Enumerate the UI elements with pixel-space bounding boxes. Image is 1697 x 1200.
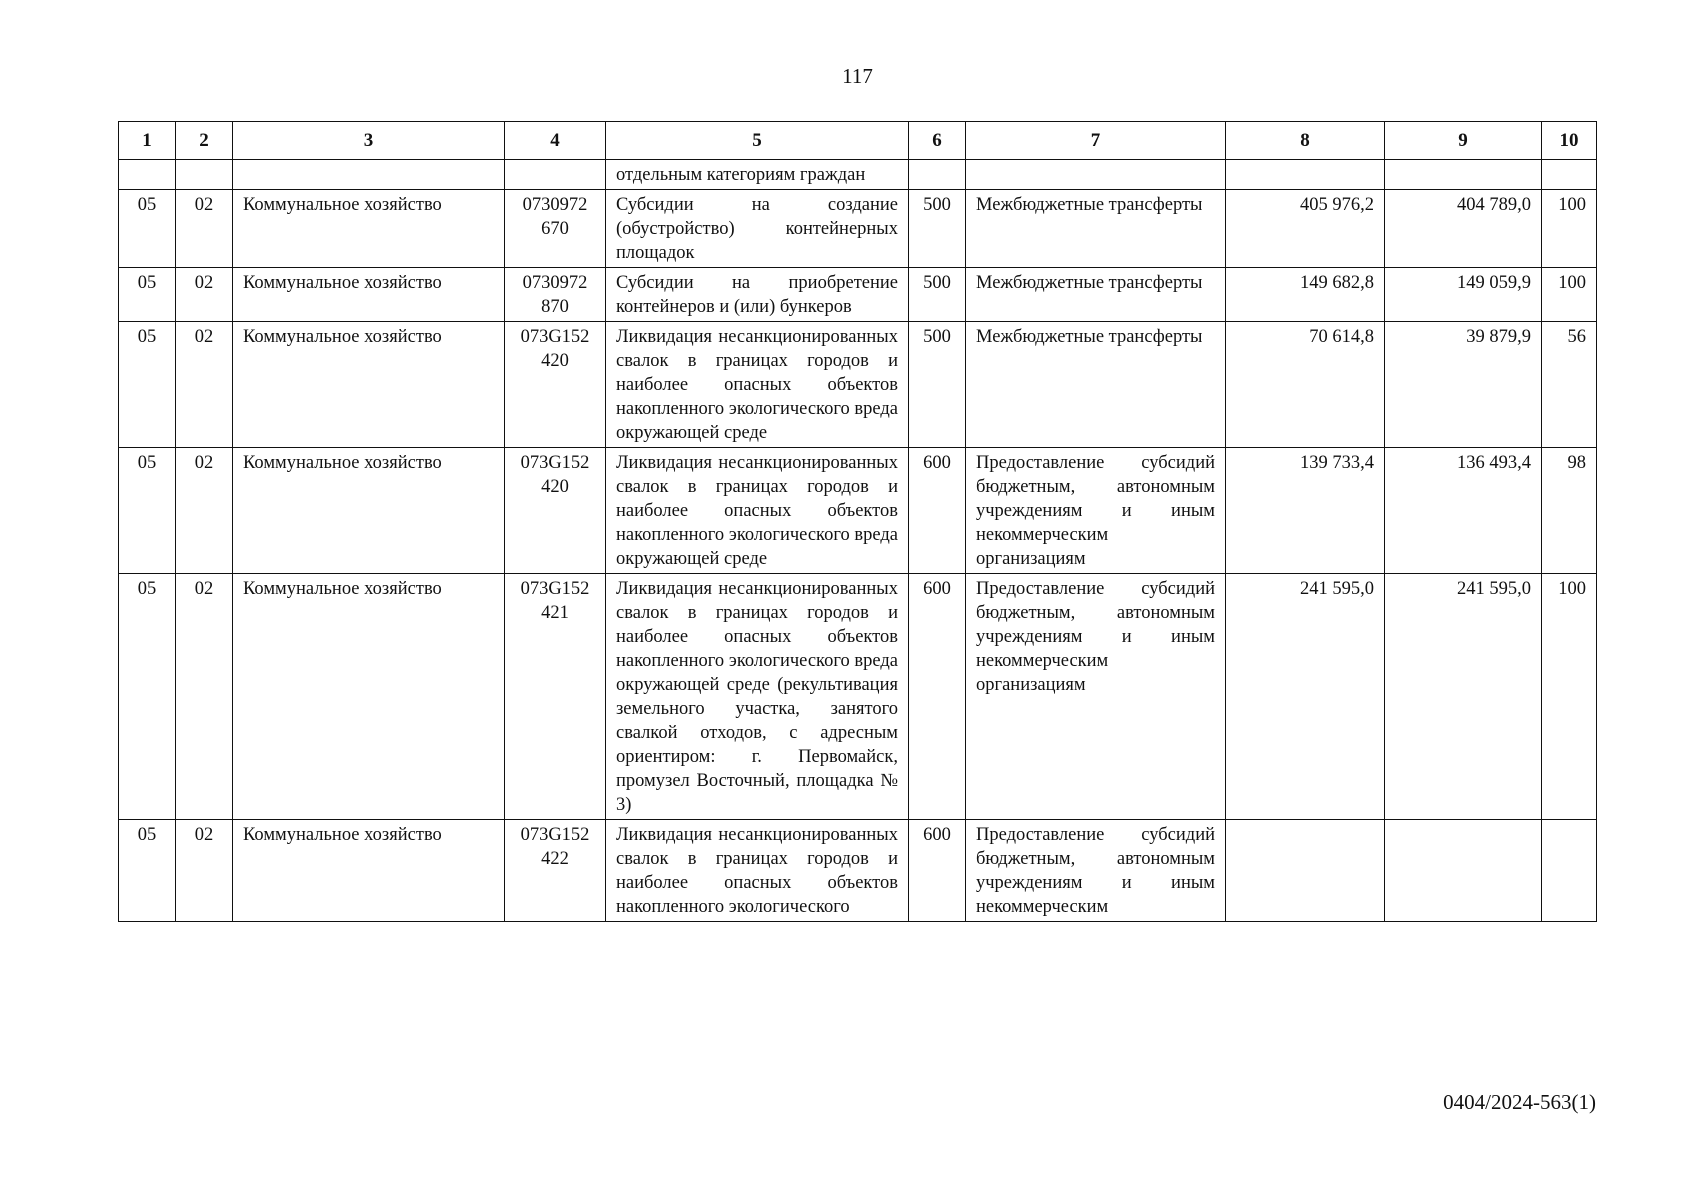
subsection-cell: 02 — [176, 190, 233, 268]
type-code-cell: 600 — [909, 574, 966, 820]
document-number: 0404/2024-563(1) — [1443, 1090, 1596, 1114]
name-cell: Коммунальное хозяйство — [233, 190, 505, 268]
code-line: 073G152 — [520, 453, 590, 473]
code-line: 420 — [541, 351, 569, 371]
planned-amount-cell: 405 976,2 — [1226, 190, 1385, 268]
type-code-cell: 600 — [909, 448, 966, 574]
code-line: 073G152 — [520, 825, 590, 845]
type-name-cell: Межбюджетные трансферты — [966, 268, 1226, 322]
code-line: 0730972 — [522, 273, 588, 293]
planned-amount-cell — [1226, 820, 1385, 922]
percent-cell: 100 — [1542, 574, 1597, 820]
name-cell: Коммунальное хозяйство — [233, 574, 505, 820]
description-cell: Ликвидация несанкционированных свалок в границах городов и наиболее опасных объектов накопленного экологического вреда окружающей среде — [606, 448, 909, 574]
table-row — [119, 190, 1597, 268]
col-header: 5 — [606, 122, 909, 160]
col-header: 8 — [1226, 122, 1385, 160]
description-cell: Ликвидация несанкционированных свалок в границах городов и наиболее опасных объектов накопленного экологического — [606, 820, 909, 922]
subsection-cell: 02 — [176, 574, 233, 820]
planned-amount-cell: 241 595,0 — [1226, 574, 1385, 820]
type-name-cell — [966, 160, 1226, 190]
section-cell: 05 — [119, 190, 176, 268]
col-header: 4 — [505, 122, 606, 160]
code-cell — [505, 268, 606, 322]
percent-cell — [1542, 820, 1597, 922]
section-cell: 05 — [119, 574, 176, 820]
percent-cell: 98 — [1542, 448, 1597, 574]
type-name-cell: Межбюджетные трансферты — [966, 190, 1226, 268]
description-cell: Ликвидация несанкционированных свалок в границах городов и наиболее опасных объектов накопленного экологического вреда окружающей среде (рекультивация земельного участка, занятого свалкой отходов, с адресным ориентиром: г. Первомайск, промузел Восточный, площадка № 3) — [606, 574, 909, 820]
planned-amount-cell: 149 682,8 — [1226, 268, 1385, 322]
code-cell — [505, 190, 606, 268]
description-cell: Ликвидация несанкционированных свалок в границах городов и наиболее опасных объектов накопленного экологического вреда окружающей среде — [606, 322, 909, 448]
table-row — [119, 160, 1597, 190]
table-row — [119, 322, 1597, 448]
code-line: 0730972 — [522, 195, 588, 215]
col-header: 1 — [119, 122, 176, 160]
table-row — [119, 268, 1597, 322]
name-cell: Коммунальное хозяйство — [233, 322, 505, 448]
description-cell: Субсидии на приобретение контейнеров и (или) бункеров — [606, 268, 909, 322]
actual-amount-cell — [1385, 820, 1542, 922]
code-line: 421 — [541, 603, 569, 623]
table-row — [119, 820, 1597, 922]
col-header: 2 — [176, 122, 233, 160]
percent-cell — [1542, 160, 1597, 190]
code-cell — [505, 322, 606, 448]
description-cell: отдельным категориям граждан — [606, 160, 909, 190]
type-code-cell: 500 — [909, 190, 966, 268]
section-cell: 05 — [119, 448, 176, 574]
subsection-cell: 02 — [176, 322, 233, 448]
code-cell — [505, 820, 606, 922]
budget-table — [118, 121, 1597, 922]
type-code-cell: 500 — [909, 322, 966, 448]
type-name-cell: Предоставление субсидий бюджетным, автономным учреждениям и иным некоммерческим организациям — [966, 448, 1226, 574]
actual-amount-cell: 404 789,0 — [1385, 190, 1542, 268]
type-code-cell: 500 — [909, 268, 966, 322]
name-cell: Коммунальное хозяйство — [233, 268, 505, 322]
code-cell — [505, 448, 606, 574]
name-cell: Коммунальное хозяйство — [233, 820, 505, 922]
percent-cell: 100 — [1542, 268, 1597, 322]
section-cell: 05 — [119, 322, 176, 448]
type-code-cell — [909, 160, 966, 190]
header-row — [119, 122, 1597, 160]
name-cell — [233, 160, 505, 190]
planned-amount-cell: 70 614,8 — [1226, 322, 1385, 448]
subsection-cell: 02 — [176, 820, 233, 922]
type-name-cell: Предоставление субсидий бюджетным, автономным учреждениям и иным некоммерческим — [966, 820, 1226, 922]
code-line: 420 — [541, 477, 569, 497]
col-header: 10 — [1542, 122, 1597, 160]
table-row — [119, 574, 1597, 820]
code-line: 870 — [541, 297, 569, 317]
code-line: 073G152 — [520, 579, 590, 599]
col-header: 3 — [233, 122, 505, 160]
subsection-cell: 02 — [176, 268, 233, 322]
actual-amount-cell: 241 595,0 — [1385, 574, 1542, 820]
actual-amount-cell: 149 059,9 — [1385, 268, 1542, 322]
percent-cell: 100 — [1542, 190, 1597, 268]
name-cell: Коммунальное хозяйство — [233, 448, 505, 574]
code-line: 422 — [541, 849, 569, 869]
planned-amount-cell — [1226, 160, 1385, 190]
code-cell — [505, 160, 606, 190]
code-line: 670 — [541, 219, 569, 239]
type-name-cell: Межбюджетные трансферты — [966, 322, 1226, 448]
col-header: 9 — [1385, 122, 1542, 160]
col-header: 6 — [909, 122, 966, 160]
table-row — [119, 448, 1597, 574]
section-cell: 05 — [119, 268, 176, 322]
type-name-cell: Предоставление субсидий бюджетным, автономным учреждениям и иным некоммерческим организациям — [966, 574, 1226, 820]
page-number: 117 — [842, 64, 873, 88]
col-header: 7 — [966, 122, 1226, 160]
subsection-cell — [176, 160, 233, 190]
planned-amount-cell: 139 733,4 — [1226, 448, 1385, 574]
section-cell: 05 — [119, 820, 176, 922]
percent-cell: 56 — [1542, 322, 1597, 448]
description-cell: Субсидии на создание (обустройство) контейнерных площадок — [606, 190, 909, 268]
code-cell — [505, 574, 606, 820]
actual-amount-cell: 136 493,4 — [1385, 448, 1542, 574]
actual-amount-cell — [1385, 160, 1542, 190]
code-line: 073G152 — [520, 327, 590, 347]
actual-amount-cell: 39 879,9 — [1385, 322, 1542, 448]
type-code-cell: 600 — [909, 820, 966, 922]
subsection-cell: 02 — [176, 448, 233, 574]
section-cell — [119, 160, 176, 190]
